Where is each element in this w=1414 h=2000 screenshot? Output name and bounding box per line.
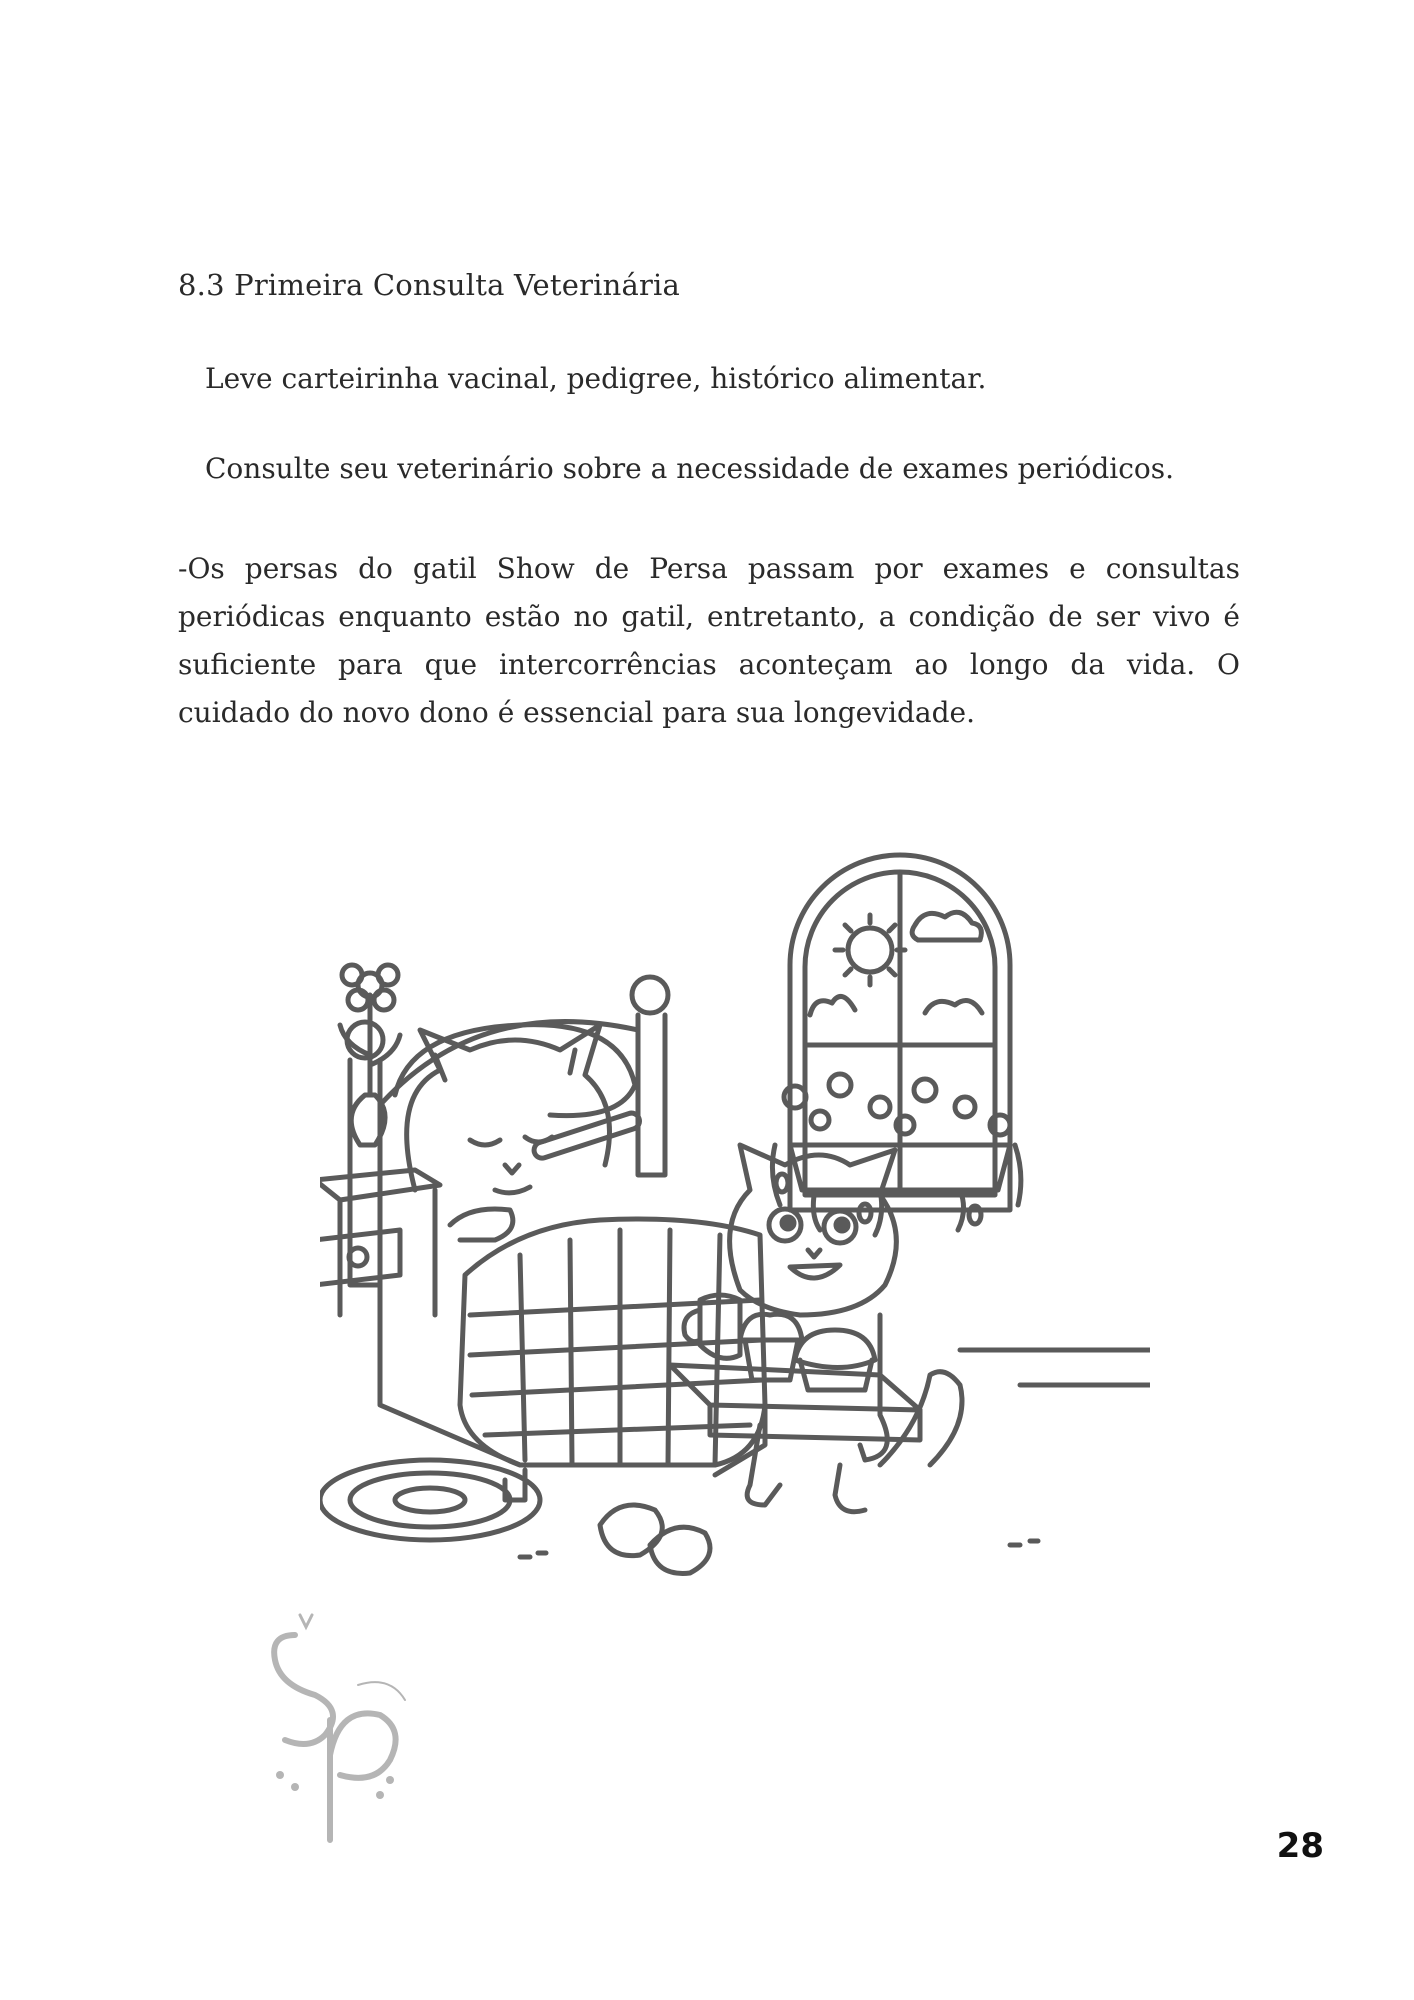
logo-letter-s: [274, 1635, 333, 1744]
page-number: 28: [1276, 1826, 1324, 1866]
rug-illustration: [320, 1460, 1038, 1573]
bullet-item: Consulte seu veterinário sobre a necessidade de exames periódicos.: [205, 452, 1175, 485]
bullet-item: Leve carteirinha vacinal, pedigree, histórico alimentar.: [205, 362, 987, 395]
bed-illustration: [347, 977, 765, 1500]
sick-cat-illustration: [407, 1025, 642, 1240]
body-paragraph: -Os persas do gatil Show de Persa passam por exames e consultas periódicas enquanto estão no gatil, entretanto, a condição de ser vivo é suficiente para que intercorrências aconteçam ao longo da vida. O cuidado do novo dono é essencial para sua longevidade.: [178, 552, 1240, 729]
show-de-persa-logo: [240, 1605, 440, 1845]
sick-cat-illustration: [320, 845, 1150, 1625]
logo-letter-p: [330, 1713, 396, 1840]
section-heading: 8.3 Primeira Consulta Veterinária: [178, 268, 681, 302]
